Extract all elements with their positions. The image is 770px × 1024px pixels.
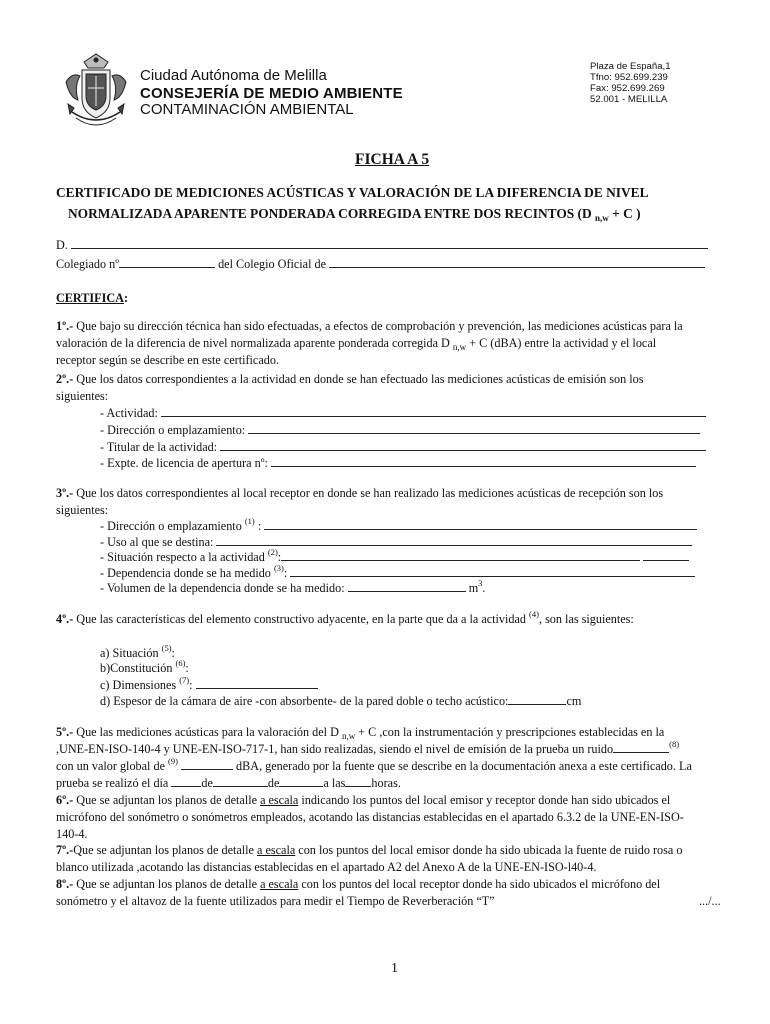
p2-item-actividad: - Actividad: — [100, 405, 706, 422]
header-department: CONSEJERÍA DE MEDIO AMBIENTE — [140, 85, 403, 102]
address-phone: Tfno: 952.699.239 — [590, 72, 668, 83]
p2-item-expediente: - Expte. de licencia de apertura nº: — [100, 455, 696, 472]
d-name-field[interactable] — [71, 238, 708, 249]
p4-situacion: a) Situación $^{(5)}$: — [100, 643, 175, 660]
paragraph-8: 8º.- Que se adjuntan los planos de detalle a escala con los puntos del local receptor donde ha sido ubicados el micrófono del sonómetro y el altavoz de la fuente utilizados para medir el Tiempo de Reverberación “T” — [56, 877, 661, 908]
page-number: 1 — [391, 961, 398, 976]
heading-line-2: NORMALIZADA APARENTE PONDERADA CORREGIDA ENTRE DOS RECINTOS (D $_{n,w}$ + C ) — [68, 206, 641, 223]
paragraph-6: 6º.- Que se adjuntan los planos de detalle a escala indicando los puntos del local emisor y receptor donde han sido ubicados el micrófono del sonómetro o sonómetros empleados, acotando las distancias establecidas en el apartado 6.3.2 de la UNE-EN-ISO- 140-4. — [56, 793, 684, 841]
actividad-field[interactable] — [161, 406, 706, 417]
colegiado-row: Colegiado nº del Colegio Oficial de — [56, 256, 705, 273]
header-address — [590, 61, 671, 105]
paragraph-1: 1º.- Que bajo su dirección técnica han sido efectuadas, a efectos de comprobación y prevención, las mediciones acústicas para la valoración de la diferencia de nivel normalizada aparente ponderada corregida D $_{n,w}$ + C (dBA) entre la actividad y el local receptor según se describe en este certificado. — [56, 319, 683, 367]
colegiado-number-field[interactable] — [119, 257, 215, 268]
paragraph-7: 7º.-Que se adjuntan los planos de detalle a escala con los puntos del local emisor donde ha sido ubicada la fuente de ruido rosa o blanco utilizada ,acotando las distancias establecidas en el apartado A2 del Anexo A de la UNE-EN-ISO-l40-4. — [56, 843, 683, 874]
certifica-heading: CERTIFICA: — [56, 291, 129, 305]
paragraph-2: 2º.- Que los datos correspondientes a la actividad en donde se han efectuado las mediciones acústicas de emisión son los siguientes: — [56, 372, 644, 403]
dimensiones-field[interactable] — [196, 678, 318, 689]
uso-field[interactable] — [216, 535, 692, 546]
address-fax: Fax: 952.699.269 — [590, 83, 665, 94]
expediente-field[interactable] — [271, 456, 696, 467]
hora-field[interactable] — [345, 776, 371, 787]
situacion-extra-field[interactable] — [643, 550, 689, 561]
d-field-row: D. — [56, 237, 708, 254]
p3-uso: - Uso al que se destina: — [100, 534, 692, 551]
valor-global-field[interactable] — [181, 759, 233, 770]
mes-field[interactable] — [213, 776, 268, 787]
ruido-field[interactable] — [613, 742, 669, 753]
colegio-field[interactable] — [329, 257, 705, 268]
address-line: Plaza de España,1 — [590, 61, 671, 72]
p4-espesor: d) Espesor de la cámara de aire -con absorbente- de la pared doble o techo acústico: cm — [100, 694, 582, 708]
espesor-field[interactable] — [508, 694, 566, 705]
paragraph-5-line-3: con un valor global de $^{(9)}$ dBA, generado por la fuente que se describe en la documentación anexa a este certificado. La — [56, 756, 692, 773]
paragraph-5-line-4: prueba se realizó el día de de a las horas. — [56, 776, 401, 790]
p3-dependencia: - Dependencia donde se ha medido $^{(3)}$: — [100, 565, 695, 582]
direccion-emisor-field[interactable] — [248, 423, 700, 434]
header-city: Ciudad Autónoma de Melilla — [140, 67, 327, 84]
coat-of-arms-logo — [62, 52, 130, 132]
heading-line-1: CERTIFICADO DE MEDICIONES ACÚSTICAS Y VALORACIÓN DE LA DIFERENCIA DE NIVEL — [56, 185, 649, 200]
p3-direccion: - Dirección o emplazamiento $^{(1)}$ : — [100, 518, 697, 535]
p4-constitucion: b)Constitución $^{(6)}$: — [100, 658, 189, 675]
dia-field[interactable] — [171, 776, 201, 787]
p2-item-direccion: - Dirección o emplazamiento: — [100, 422, 700, 439]
dependencia-field[interactable] — [290, 566, 695, 577]
titular-field[interactable] — [220, 440, 706, 451]
p4-dimensiones: c) Dimensiones $^{(7)}$: — [100, 677, 318, 694]
form-title: FICHA A 5 — [355, 151, 430, 168]
paragraph-4: 4º.- Que las características del elemento constructivo adyacente, en la parte que da a la actividad $^{(4)}$, son las siguientes: — [56, 609, 634, 626]
paragraph-3: 3º.- Que los datos correspondientes al local receptor en donde se han realizado las mediciones acústicas de recepción son los siguientes: — [56, 486, 664, 517]
volumen-field[interactable] — [348, 581, 466, 592]
p3-situacion: - Situación respecto a la actividad $^{(2)}$: — [100, 549, 689, 566]
p2-item-titular: - Titular de la actividad: — [100, 439, 706, 456]
p3-volumen: - Volumen de la dependencia donde se ha medido: $m^3$. — [100, 578, 486, 595]
anio-field[interactable] — [279, 776, 323, 787]
direccion-receptor-field[interactable] — [264, 519, 697, 530]
paragraph-5-line-1: 5º.- Que las mediciones acústicas para la valoración del D $_{n,w}$ + C ,con la instrumentación y prescripciones establecidas en la — [56, 725, 665, 741]
situacion-field[interactable] — [281, 550, 640, 561]
header-section: CONTAMINACIÓN AMBIENTAL — [140, 101, 354, 118]
address-postal: 52.001 - MELILLA — [590, 94, 668, 105]
paragraph-5-line-2: ,UNE-EN-ISO-140-4 y UNE-EN-ISO-717-1, han sido realizadas, siendo el nivel de emisión de la prueba un ruido $^{(8)}$ — [56, 739, 680, 756]
continues-marker: .../... — [699, 894, 721, 908]
